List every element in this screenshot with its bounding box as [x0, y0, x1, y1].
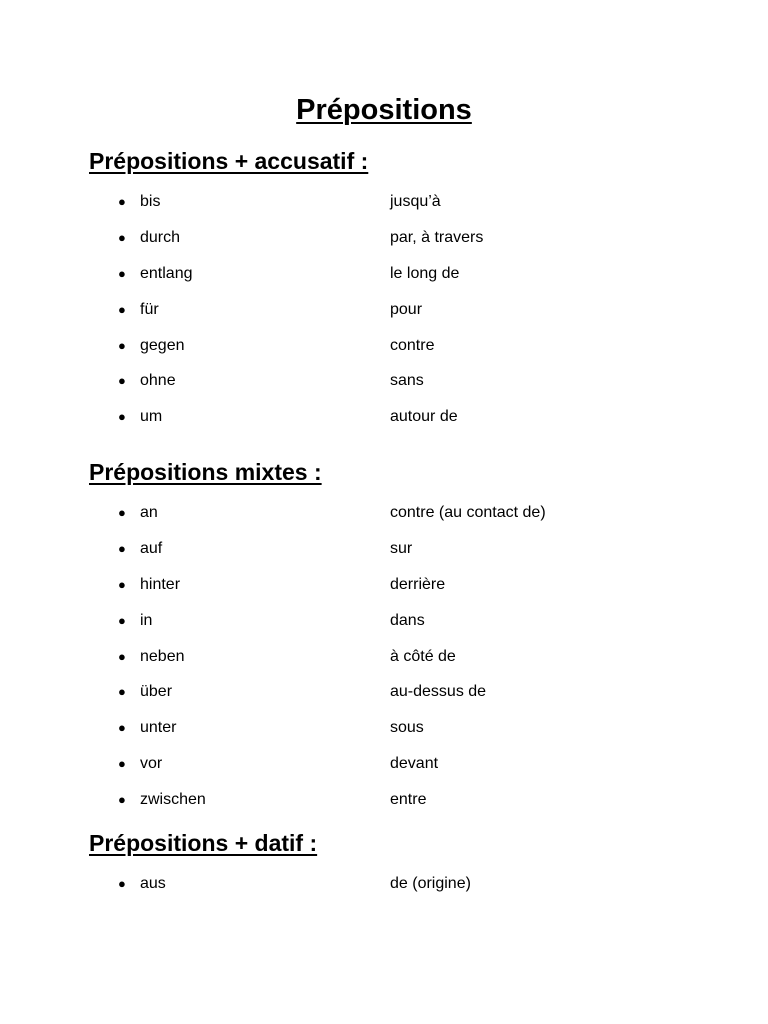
section-heading-accusative: Prépositions + accusatif :: [89, 148, 369, 174]
french-translation: derrière: [390, 575, 446, 593]
list-item: [89, 575, 729, 611]
section-mixed: [89, 458, 729, 826]
bullet-icon: ●: [118, 301, 126, 317]
german-preposition: um: [140, 408, 163, 426]
bullet-icon: ●: [118, 505, 126, 520]
bullet-icon: ●: [118, 720, 126, 736]
french-translation: par, à travers: [390, 228, 484, 246]
bullet-icon: ●: [118, 265, 126, 281]
list-item: [89, 228, 729, 264]
german-preposition: bis: [140, 193, 161, 210]
french-translation: jusqu’à: [390, 193, 441, 210]
german-preposition: an: [140, 504, 158, 521]
section-heading-mixed: Prépositions mixtes :: [89, 459, 322, 485]
bullet-icon: ●: [118, 792, 126, 808]
french-translation: devant: [390, 755, 439, 773]
german-preposition: vor: [140, 755, 163, 773]
french-translation: sous: [390, 719, 424, 737]
bullet-icon: ●: [118, 576, 126, 592]
bullet-icon: ●: [118, 612, 126, 628]
french-translation: de (origine): [390, 875, 471, 892]
german-preposition: durch: [140, 228, 181, 246]
german-preposition: aus: [140, 875, 166, 892]
bullet-icon: ●: [118, 373, 126, 389]
list-item: [89, 874, 729, 910]
french-translation: le long de: [390, 264, 460, 282]
bullet-icon: ●: [118, 756, 126, 772]
french-translation: contre (au contact de): [390, 504, 546, 521]
bullet-icon: ●: [118, 648, 126, 664]
list-item: [89, 647, 729, 683]
list-item: [89, 407, 729, 443]
french-translation: autour de: [390, 408, 458, 426]
preposition-list-mixed: [89, 503, 729, 826]
list-item: [89, 539, 729, 575]
preposition-list-dative: [89, 874, 729, 910]
section-dative: [89, 829, 729, 910]
list-item: [89, 264, 729, 300]
french-translation: sans: [390, 372, 424, 390]
bullet-icon: ●: [118, 876, 126, 891]
list-item: [89, 611, 729, 647]
german-preposition: entlang: [140, 264, 193, 282]
section-accusative: [89, 147, 729, 443]
german-preposition: neben: [140, 647, 185, 665]
french-translation: pour: [390, 300, 423, 318]
bullet-icon: ●: [118, 229, 126, 245]
german-preposition: für: [140, 300, 159, 318]
french-translation: au-dessus de: [390, 683, 487, 701]
bullet-icon: ●: [118, 684, 126, 700]
list-item: [89, 682, 729, 718]
list-item: [89, 754, 729, 790]
preposition-list-accusative: [89, 192, 729, 443]
german-preposition: auf: [140, 539, 163, 557]
french-translation: entre: [390, 791, 427, 809]
bullet-icon: ●: [118, 337, 126, 353]
bullet-icon: ●: [118, 540, 126, 556]
list-item: [89, 503, 729, 539]
french-translation: contre: [390, 336, 435, 354]
german-preposition: über: [140, 683, 173, 701]
list-item: [89, 371, 729, 407]
list-item: [89, 790, 729, 826]
section-heading-dative: Prépositions + datif :: [89, 830, 318, 856]
list-item: [89, 192, 729, 228]
page-title: Prépositions: [296, 94, 472, 126]
german-preposition: hinter: [140, 575, 181, 593]
german-preposition: zwischen: [140, 791, 206, 809]
french-translation: à côté de: [390, 647, 456, 665]
bullet-icon: ●: [118, 194, 126, 209]
german-preposition: gegen: [140, 336, 185, 354]
french-translation: sur: [390, 539, 413, 557]
list-item: [89, 336, 729, 372]
list-item: [89, 300, 729, 336]
bullet-icon: ●: [118, 409, 126, 425]
list-item: [89, 718, 729, 754]
german-preposition: unter: [140, 719, 177, 737]
french-translation: dans: [390, 611, 425, 629]
german-preposition: in: [140, 611, 153, 629]
german-preposition: ohne: [140, 372, 176, 390]
